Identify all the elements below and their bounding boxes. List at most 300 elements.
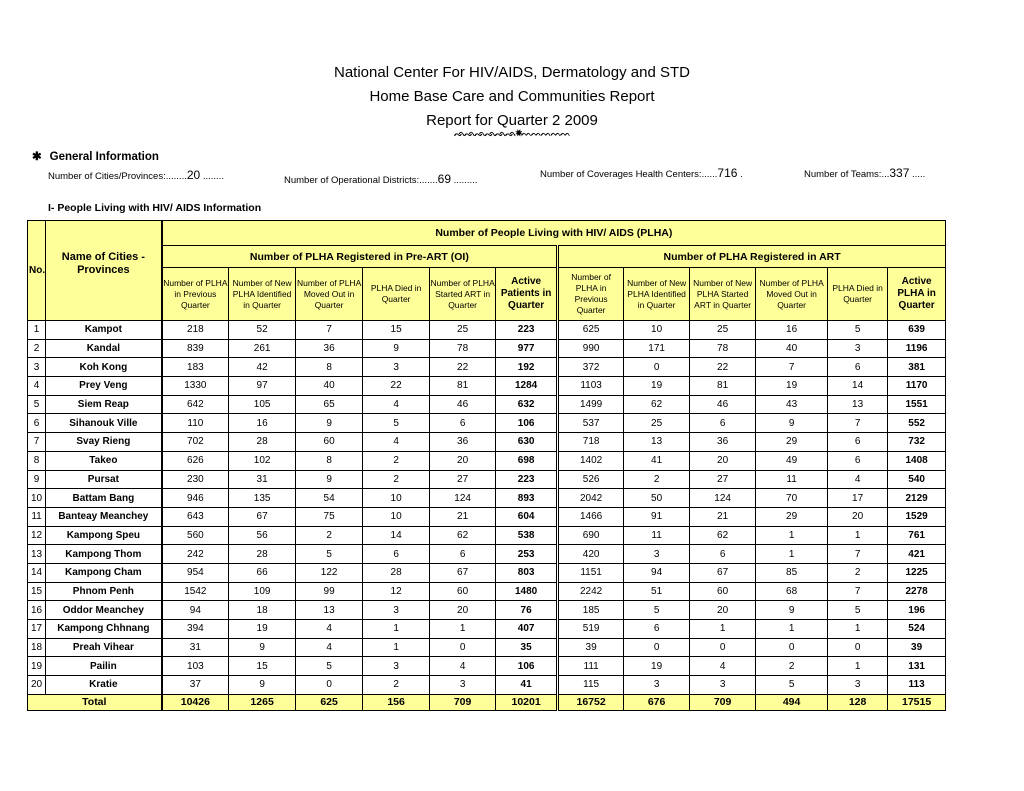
pre-art-cell: 12 xyxy=(363,582,430,601)
pre-art-cell: 66 xyxy=(229,563,296,582)
health-centers-count xyxy=(540,166,743,180)
art-cell: 7 xyxy=(828,414,888,433)
total-cell: 17515 xyxy=(888,694,946,710)
province-name: Phnom Penh xyxy=(46,582,162,601)
pre-art-cell: 8 xyxy=(296,451,363,470)
province-name: Kampong Chhnang xyxy=(46,620,162,639)
plha-report-table xyxy=(27,220,946,711)
pre-art-active-cell: 893 xyxy=(496,489,558,508)
total-cell: 494 xyxy=(756,694,828,710)
pre-art-active-cell: 106 xyxy=(496,657,558,676)
cities-count xyxy=(48,168,224,182)
pre-art-cell: 28 xyxy=(229,545,296,564)
art-cell: 91 xyxy=(624,507,690,526)
art-cell: 49 xyxy=(756,451,828,470)
table-row xyxy=(28,676,946,695)
col-header-name: Name of Cities - Provinces xyxy=(46,221,162,321)
art-cell: 78 xyxy=(690,339,756,358)
health-centers-value: 716 xyxy=(717,166,738,180)
table-row xyxy=(28,358,946,377)
art-active-cell: 113 xyxy=(888,676,946,695)
total-cell: 625 xyxy=(296,694,363,710)
pre-art-active-cell: 223 xyxy=(496,470,558,489)
art-cell: 19 xyxy=(624,377,690,396)
art-cell: 6 xyxy=(828,451,888,470)
row-number: 20 xyxy=(28,676,46,695)
art-cell: 6 xyxy=(624,620,690,639)
pre-art-cell: 60 xyxy=(430,582,496,601)
art-cell: 70 xyxy=(756,489,828,508)
art-cell: 7 xyxy=(756,358,828,377)
art-cell: 519 xyxy=(558,620,624,639)
art-cell: 13 xyxy=(624,433,690,452)
pre-art-active-cell: 223 xyxy=(496,321,558,340)
teams-label: Number of Teams:... xyxy=(804,169,890,180)
art-cell: 16 xyxy=(756,321,828,340)
asterisk-icon: ✱ xyxy=(32,151,42,163)
table-body xyxy=(28,321,946,695)
pre-art-active-cell: 106 xyxy=(496,414,558,433)
row-number: 14 xyxy=(28,563,46,582)
art-cell: 29 xyxy=(756,433,828,452)
art-cell: 68 xyxy=(756,582,828,601)
pre-art-cell: 0 xyxy=(430,638,496,657)
art-cell: 9 xyxy=(756,414,828,433)
pre-art-cell: 124 xyxy=(430,489,496,508)
table-row xyxy=(28,657,946,676)
province-name: Prey Veng xyxy=(46,377,162,396)
pre-art-cell: 94 xyxy=(162,601,229,620)
pre-art-cell: 9 xyxy=(296,470,363,489)
pre-art-active-cell: 1480 xyxy=(496,582,558,601)
pre-art-cell: 62 xyxy=(430,526,496,545)
art-cell: 40 xyxy=(756,339,828,358)
pre-art-cell: 75 xyxy=(296,507,363,526)
report-title-line1: National Center For HIV/AIDS, Dermatology and STD xyxy=(334,64,690,81)
pre-art-cell: 1330 xyxy=(162,377,229,396)
total-cell: 709 xyxy=(430,694,496,710)
pre-art-cell: 20 xyxy=(430,601,496,620)
art-cell: 690 xyxy=(558,526,624,545)
art-active-cell: 2129 xyxy=(888,489,946,508)
art-cell: 19 xyxy=(756,377,828,396)
pre-art-cell: 10 xyxy=(363,489,430,508)
art-cell: 1 xyxy=(690,620,756,639)
pre-art-cell: 46 xyxy=(430,395,496,414)
pre-art-cell: 626 xyxy=(162,451,229,470)
pre-art-cell: 7 xyxy=(296,321,363,340)
table-row xyxy=(28,339,946,358)
table-row xyxy=(28,451,946,470)
art-cell: 62 xyxy=(690,526,756,545)
row-number: 15 xyxy=(28,582,46,601)
pre-art-cell: 6 xyxy=(363,545,430,564)
pre-art-cell: 2 xyxy=(363,676,430,695)
row-number: 9 xyxy=(28,470,46,489)
province-name: Kampot xyxy=(46,321,162,340)
pre-art-cell: 52 xyxy=(229,321,296,340)
row-number: 5 xyxy=(28,395,46,414)
group-header-pre-art: Number of PLHA Registered in Pre-ART (OI) xyxy=(162,246,558,268)
pre-art-cell: 5 xyxy=(363,414,430,433)
province-name: Takeo xyxy=(46,451,162,470)
pre-art-cell: 15 xyxy=(229,657,296,676)
art-cell: 537 xyxy=(558,414,624,433)
pre-art-cell: 135 xyxy=(229,489,296,508)
districts-suffix: ......... xyxy=(451,175,478,186)
pre-art-cell: 702 xyxy=(162,433,229,452)
pre-art-cell: 394 xyxy=(162,620,229,639)
pre-art-cell: 36 xyxy=(430,433,496,452)
cities-label: Number of Cities/Provinces:........ xyxy=(48,171,187,182)
art-cell: 5 xyxy=(756,676,828,695)
col-header-art-moved: Number of PLHA Moved Out in Quarter xyxy=(756,268,828,321)
table-row xyxy=(28,601,946,620)
art-active-cell: 1529 xyxy=(888,507,946,526)
pre-art-cell: 122 xyxy=(296,563,363,582)
art-active-cell: 381 xyxy=(888,358,946,377)
art-active-cell: 1196 xyxy=(888,339,946,358)
art-cell: 2242 xyxy=(558,582,624,601)
province-name: Kandal xyxy=(46,339,162,358)
districts-value: 69 xyxy=(437,172,451,186)
art-cell: 0 xyxy=(690,638,756,657)
table-row xyxy=(28,414,946,433)
province-name: Siem Reap xyxy=(46,395,162,414)
art-active-cell: 540 xyxy=(888,470,946,489)
pre-art-cell: 25 xyxy=(430,321,496,340)
pre-art-cell: 642 xyxy=(162,395,229,414)
province-name: Pursat xyxy=(46,470,162,489)
pre-art-cell: 31 xyxy=(229,470,296,489)
art-cell: 3 xyxy=(690,676,756,695)
pre-art-active-cell: 698 xyxy=(496,451,558,470)
col-header-pre-started-art: Number of PLHA Started ART in Quarter xyxy=(430,268,496,321)
art-cell: 4 xyxy=(690,657,756,676)
pre-art-cell: 4 xyxy=(296,620,363,639)
row-number: 6 xyxy=(28,414,46,433)
province-name: Kratie xyxy=(46,676,162,695)
pre-art-active-cell: 803 xyxy=(496,563,558,582)
pre-art-active-cell: 253 xyxy=(496,545,558,564)
pre-art-cell: 31 xyxy=(162,638,229,657)
art-active-cell: 131 xyxy=(888,657,946,676)
pre-art-cell: 183 xyxy=(162,358,229,377)
pre-art-active-cell: 977 xyxy=(496,339,558,358)
art-cell: 51 xyxy=(624,582,690,601)
pre-art-cell: 3 xyxy=(363,657,430,676)
total-cell: 10201 xyxy=(496,694,558,710)
total-cell: 10426 xyxy=(162,694,229,710)
pre-art-cell: 261 xyxy=(229,339,296,358)
province-name: Koh Kong xyxy=(46,358,162,377)
pre-art-cell: 109 xyxy=(229,582,296,601)
art-cell: 625 xyxy=(558,321,624,340)
health-centers-suffix: . xyxy=(737,169,743,180)
col-header-art-previous: Number of PLHA in Previous Quarter xyxy=(558,268,624,321)
total-label: Total xyxy=(28,694,162,710)
art-cell: 21 xyxy=(690,507,756,526)
art-cell: 1 xyxy=(756,545,828,564)
art-cell: 22 xyxy=(690,358,756,377)
table-row xyxy=(28,620,946,639)
province-name: Kampong Speu xyxy=(46,526,162,545)
pre-art-cell: 28 xyxy=(229,433,296,452)
pre-art-cell: 37 xyxy=(162,676,229,695)
table-row xyxy=(28,638,946,657)
pre-art-active-cell: 538 xyxy=(496,526,558,545)
art-cell: 1 xyxy=(828,657,888,676)
art-cell: 420 xyxy=(558,545,624,564)
art-cell: 43 xyxy=(756,395,828,414)
art-cell: 1 xyxy=(756,526,828,545)
pre-art-cell: 18 xyxy=(229,601,296,620)
pre-art-cell: 9 xyxy=(229,638,296,657)
teams-count xyxy=(804,166,925,180)
art-cell: 372 xyxy=(558,358,624,377)
province-name: Sihanouk Ville xyxy=(46,414,162,433)
art-cell: 7 xyxy=(828,582,888,601)
pre-art-cell: 6 xyxy=(430,545,496,564)
art-cell: 5 xyxy=(828,601,888,620)
province-name: Preah Vihear xyxy=(46,638,162,657)
art-cell: 25 xyxy=(690,321,756,340)
art-cell: 27 xyxy=(690,470,756,489)
row-number: 17 xyxy=(28,620,46,639)
art-cell: 1151 xyxy=(558,563,624,582)
total-row xyxy=(28,694,946,710)
teams-suffix: ..... xyxy=(909,169,926,180)
province-name: Svay Rieng xyxy=(46,433,162,452)
art-cell: 11 xyxy=(756,470,828,489)
art-cell: 0 xyxy=(624,638,690,657)
pre-art-cell: 67 xyxy=(229,507,296,526)
art-cell: 115 xyxy=(558,676,624,695)
col-header-pre-previous: Number of PLHA in Previous Quarter xyxy=(162,268,229,321)
art-cell: 19 xyxy=(624,657,690,676)
table-row xyxy=(28,526,946,545)
art-cell: 990 xyxy=(558,339,624,358)
art-cell: 3 xyxy=(624,676,690,695)
districts-label: Number of Operational Districts:....... xyxy=(284,175,438,186)
art-cell: 7 xyxy=(828,545,888,564)
art-active-cell: 2278 xyxy=(888,582,946,601)
table-row xyxy=(28,582,946,601)
pre-art-cell: 105 xyxy=(229,395,296,414)
art-cell: 29 xyxy=(756,507,828,526)
table-row xyxy=(28,489,946,508)
art-active-cell: 196 xyxy=(888,601,946,620)
province-name: Battam Bang xyxy=(46,489,162,508)
pre-art-cell: 81 xyxy=(430,377,496,396)
pre-art-cell: 60 xyxy=(296,433,363,452)
art-cell: 13 xyxy=(828,395,888,414)
pre-art-cell: 21 xyxy=(430,507,496,526)
pre-art-cell: 9 xyxy=(296,414,363,433)
province-name: Kampong Cham xyxy=(46,563,162,582)
pre-art-cell: 22 xyxy=(430,358,496,377)
art-cell: 67 xyxy=(690,563,756,582)
province-name: Oddor Meanchey xyxy=(46,601,162,620)
art-cell: 0 xyxy=(756,638,828,657)
art-cell: 526 xyxy=(558,470,624,489)
pre-art-cell: 54 xyxy=(296,489,363,508)
pre-art-active-cell: 41 xyxy=(496,676,558,695)
province-name: Banteay Meanchey xyxy=(46,507,162,526)
art-cell: 111 xyxy=(558,657,624,676)
cities-value: 20 xyxy=(186,168,201,182)
row-number: 10 xyxy=(28,489,46,508)
pre-art-cell: 14 xyxy=(363,526,430,545)
art-cell: 94 xyxy=(624,563,690,582)
art-cell: 6 xyxy=(828,358,888,377)
art-cell: 85 xyxy=(756,563,828,582)
general-info-heading xyxy=(32,149,159,163)
art-active-cell: 552 xyxy=(888,414,946,433)
pre-art-cell: 67 xyxy=(430,563,496,582)
table-row xyxy=(28,321,946,340)
art-cell: 17 xyxy=(828,489,888,508)
pre-art-cell: 1 xyxy=(363,620,430,639)
table-row xyxy=(28,377,946,396)
total-cell: 16752 xyxy=(558,694,624,710)
pre-art-cell: 16 xyxy=(229,414,296,433)
art-cell: 5 xyxy=(624,601,690,620)
art-active-cell: 1225 xyxy=(888,563,946,582)
art-cell: 81 xyxy=(690,377,756,396)
group-header-art: Number of PLHA Registered in ART xyxy=(558,246,946,268)
col-header-pre-active: Active Patients in Quarter xyxy=(496,268,558,321)
art-active-cell: 421 xyxy=(888,545,946,564)
col-header-art-new: Number of New PLHA Identified in Quarter xyxy=(624,268,690,321)
art-cell: 3 xyxy=(828,676,888,695)
report-title-line3: Report for Quarter 2 2009 xyxy=(426,112,598,129)
pre-art-cell: 9 xyxy=(363,339,430,358)
art-cell: 39 xyxy=(558,638,624,657)
row-number: 18 xyxy=(28,638,46,657)
table-row xyxy=(28,395,946,414)
art-cell: 20 xyxy=(690,451,756,470)
pre-art-cell: 230 xyxy=(162,470,229,489)
art-cell: 20 xyxy=(828,507,888,526)
pre-art-cell: 56 xyxy=(229,526,296,545)
total-cell: 709 xyxy=(690,694,756,710)
pre-art-cell: 242 xyxy=(162,545,229,564)
table-row xyxy=(28,563,946,582)
districts-count xyxy=(284,172,477,186)
art-active-cell: 39 xyxy=(888,638,946,657)
row-number: 11 xyxy=(28,507,46,526)
pre-art-cell: 110 xyxy=(162,414,229,433)
art-cell: 10 xyxy=(624,321,690,340)
pre-art-cell: 1 xyxy=(430,620,496,639)
pre-art-cell: 3 xyxy=(363,601,430,620)
section-heading: I- People Living with HIV/ AIDS Information xyxy=(48,202,262,214)
art-cell: 0 xyxy=(828,638,888,657)
pre-art-cell: 6 xyxy=(430,414,496,433)
general-info-heading-text: General Information xyxy=(49,151,159,163)
art-active-cell: 1408 xyxy=(888,451,946,470)
province-name: Pailin xyxy=(46,657,162,676)
pre-art-cell: 4 xyxy=(430,657,496,676)
pre-art-cell: 103 xyxy=(162,657,229,676)
art-cell: 50 xyxy=(624,489,690,508)
pre-art-active-cell: 1284 xyxy=(496,377,558,396)
row-number: 8 xyxy=(28,451,46,470)
total-cell: 156 xyxy=(363,694,430,710)
art-active-cell: 524 xyxy=(888,620,946,639)
pre-art-cell: 28 xyxy=(363,563,430,582)
art-cell: 14 xyxy=(828,377,888,396)
col-header-no: No. xyxy=(28,221,46,321)
ornament-divider: ᨒᨒᨒᨒᨒᨒ✸ᨓᨓᨓᨓᨓ xyxy=(454,128,570,138)
pre-art-cell: 4 xyxy=(363,395,430,414)
pre-art-cell: 10 xyxy=(363,507,430,526)
row-number: 1 xyxy=(28,321,46,340)
row-number: 19 xyxy=(28,657,46,676)
art-cell: 3 xyxy=(624,545,690,564)
pre-art-active-cell: 604 xyxy=(496,507,558,526)
row-number: 13 xyxy=(28,545,46,564)
art-cell: 1 xyxy=(828,620,888,639)
art-cell: 5 xyxy=(828,321,888,340)
total-cell: 676 xyxy=(624,694,690,710)
pre-art-active-cell: 35 xyxy=(496,638,558,657)
art-cell: 62 xyxy=(624,395,690,414)
art-cell: 2 xyxy=(756,657,828,676)
pre-art-cell: 4 xyxy=(296,638,363,657)
pre-art-cell: 13 xyxy=(296,601,363,620)
total-cell: 1265 xyxy=(229,694,296,710)
art-cell: 1103 xyxy=(558,377,624,396)
pre-art-cell: 560 xyxy=(162,526,229,545)
row-number: 4 xyxy=(28,377,46,396)
pre-art-cell: 27 xyxy=(430,470,496,489)
pre-art-cell: 218 xyxy=(162,321,229,340)
pre-art-cell: 65 xyxy=(296,395,363,414)
art-active-cell: 639 xyxy=(888,321,946,340)
pre-art-cell: 42 xyxy=(229,358,296,377)
art-cell: 2 xyxy=(828,563,888,582)
pre-art-cell: 9 xyxy=(229,676,296,695)
pre-art-cell: 36 xyxy=(296,339,363,358)
art-cell: 6 xyxy=(828,433,888,452)
art-cell: 36 xyxy=(690,433,756,452)
art-cell: 3 xyxy=(828,339,888,358)
row-number: 3 xyxy=(28,358,46,377)
pre-art-cell: 99 xyxy=(296,582,363,601)
col-header-art-active: Active PLHA in Quarter xyxy=(888,268,946,321)
row-number: 2 xyxy=(28,339,46,358)
art-cell: 1 xyxy=(756,620,828,639)
pre-art-cell: 22 xyxy=(363,377,430,396)
art-cell: 9 xyxy=(756,601,828,620)
pre-art-cell: 1542 xyxy=(162,582,229,601)
pre-art-cell: 2 xyxy=(363,451,430,470)
art-active-cell: 1170 xyxy=(888,377,946,396)
art-cell: 20 xyxy=(690,601,756,620)
art-active-cell: 761 xyxy=(888,526,946,545)
pre-art-cell: 0 xyxy=(296,676,363,695)
art-cell: 124 xyxy=(690,489,756,508)
art-cell: 41 xyxy=(624,451,690,470)
art-cell: 4 xyxy=(828,470,888,489)
art-cell: 11 xyxy=(624,526,690,545)
group-header-plha: Number of People Living with HIV/ AIDS (PLHA) xyxy=(162,221,946,246)
art-cell: 2 xyxy=(624,470,690,489)
pre-art-active-cell: 192 xyxy=(496,358,558,377)
table-row xyxy=(28,470,946,489)
